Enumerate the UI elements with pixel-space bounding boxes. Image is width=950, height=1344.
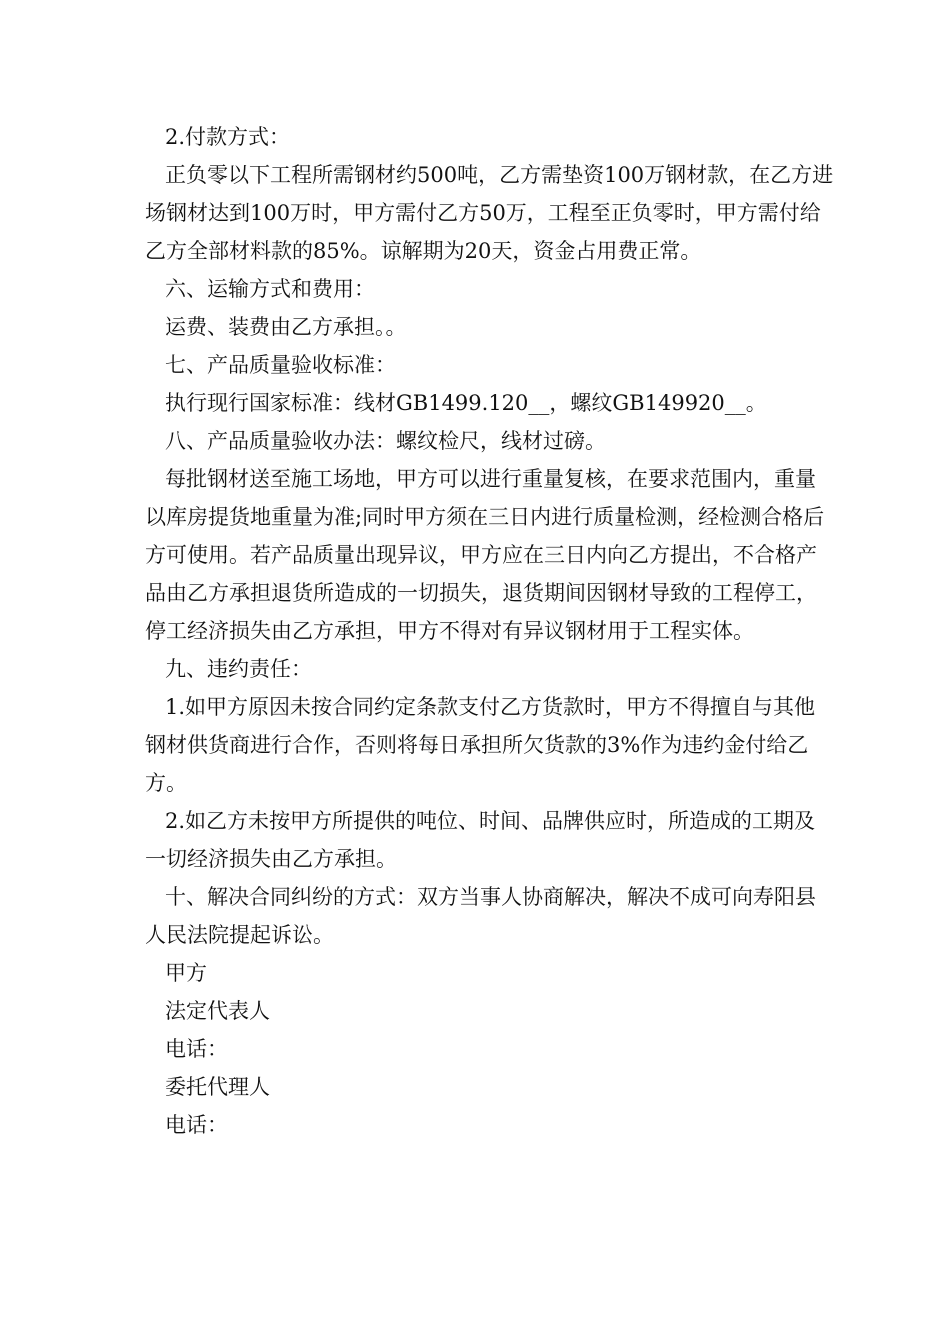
quality-method-paragraph: 每批钢材送至施工场地，甲方可以进行重量复核，在要求范围内，重量以库房提货地重量为准;同时甲方须在三日内进行质量检测，经检测合格后方可使用。若产品质量出现异议，甲方应在三日内向乙方提出，不合格产品由乙方承担退货所造成的一切损失，退货期间因钢材导致的工程停工，停工经济损失由乙方承担，甲方不得对有异议钢材用于工程实体。 — [145, 467, 825, 643]
phone-label-2: 电话： — [165, 1113, 228, 1137]
quality-standard-paragraph: 执行现行国家标准：线材GB1499.120__，螺纹GB149920__。 — [165, 391, 767, 415]
section-quality-standard-heading: 七、产品质量验收标准： — [165, 353, 396, 377]
section-payment-heading: 2.付款方式： — [165, 125, 291, 149]
section-quality-method-heading: 八、产品质量验收办法：螺纹检尺，线材过磅。 — [165, 429, 606, 453]
legal-representative-label: 法定代表人 — [165, 999, 270, 1023]
dispute-resolution-paragraph: 十、解决合同纠纷的方式：双方当事人协商解决，解决不成可向寿阳县人民法院提起诉讼。 — [145, 885, 816, 947]
liability-clause-2: 2.如乙方未按甲方所提供的吨位、时间、品牌供应时，所造成的工期及一切经济损失由乙方承担。 — [145, 809, 816, 871]
document-body — [145, 118, 835, 1144]
authorized-agent-label: 委托代理人 — [165, 1075, 270, 1099]
phone-label-1: 电话： — [165, 1037, 228, 1061]
section-liability-heading: 九、违约责任： — [165, 657, 312, 681]
payment-terms-paragraph: 正负零以下工程所需钢材约500吨，乙方需垫资100万钢材款，在乙方进场钢材达到100万时，甲方需付乙方50万，工程至正负零时，甲方需付给乙方全部材料款的85%。谅解期为20天，资金占用费正常。 — [145, 163, 834, 263]
section-transport-heading: 六、运输方式和费用： — [165, 277, 375, 301]
liability-clause-1: 1.如甲方原因未按合同约定条款支付乙方货款时，甲方不得擅自与其他钢材供货商进行合作，否则将每日承担所欠货款的3%作为违约金付给乙方。 — [145, 695, 816, 795]
party-a-label: 甲方 — [165, 961, 207, 985]
transport-terms-paragraph: 运费、装费由乙方承担。。 — [165, 315, 407, 339]
